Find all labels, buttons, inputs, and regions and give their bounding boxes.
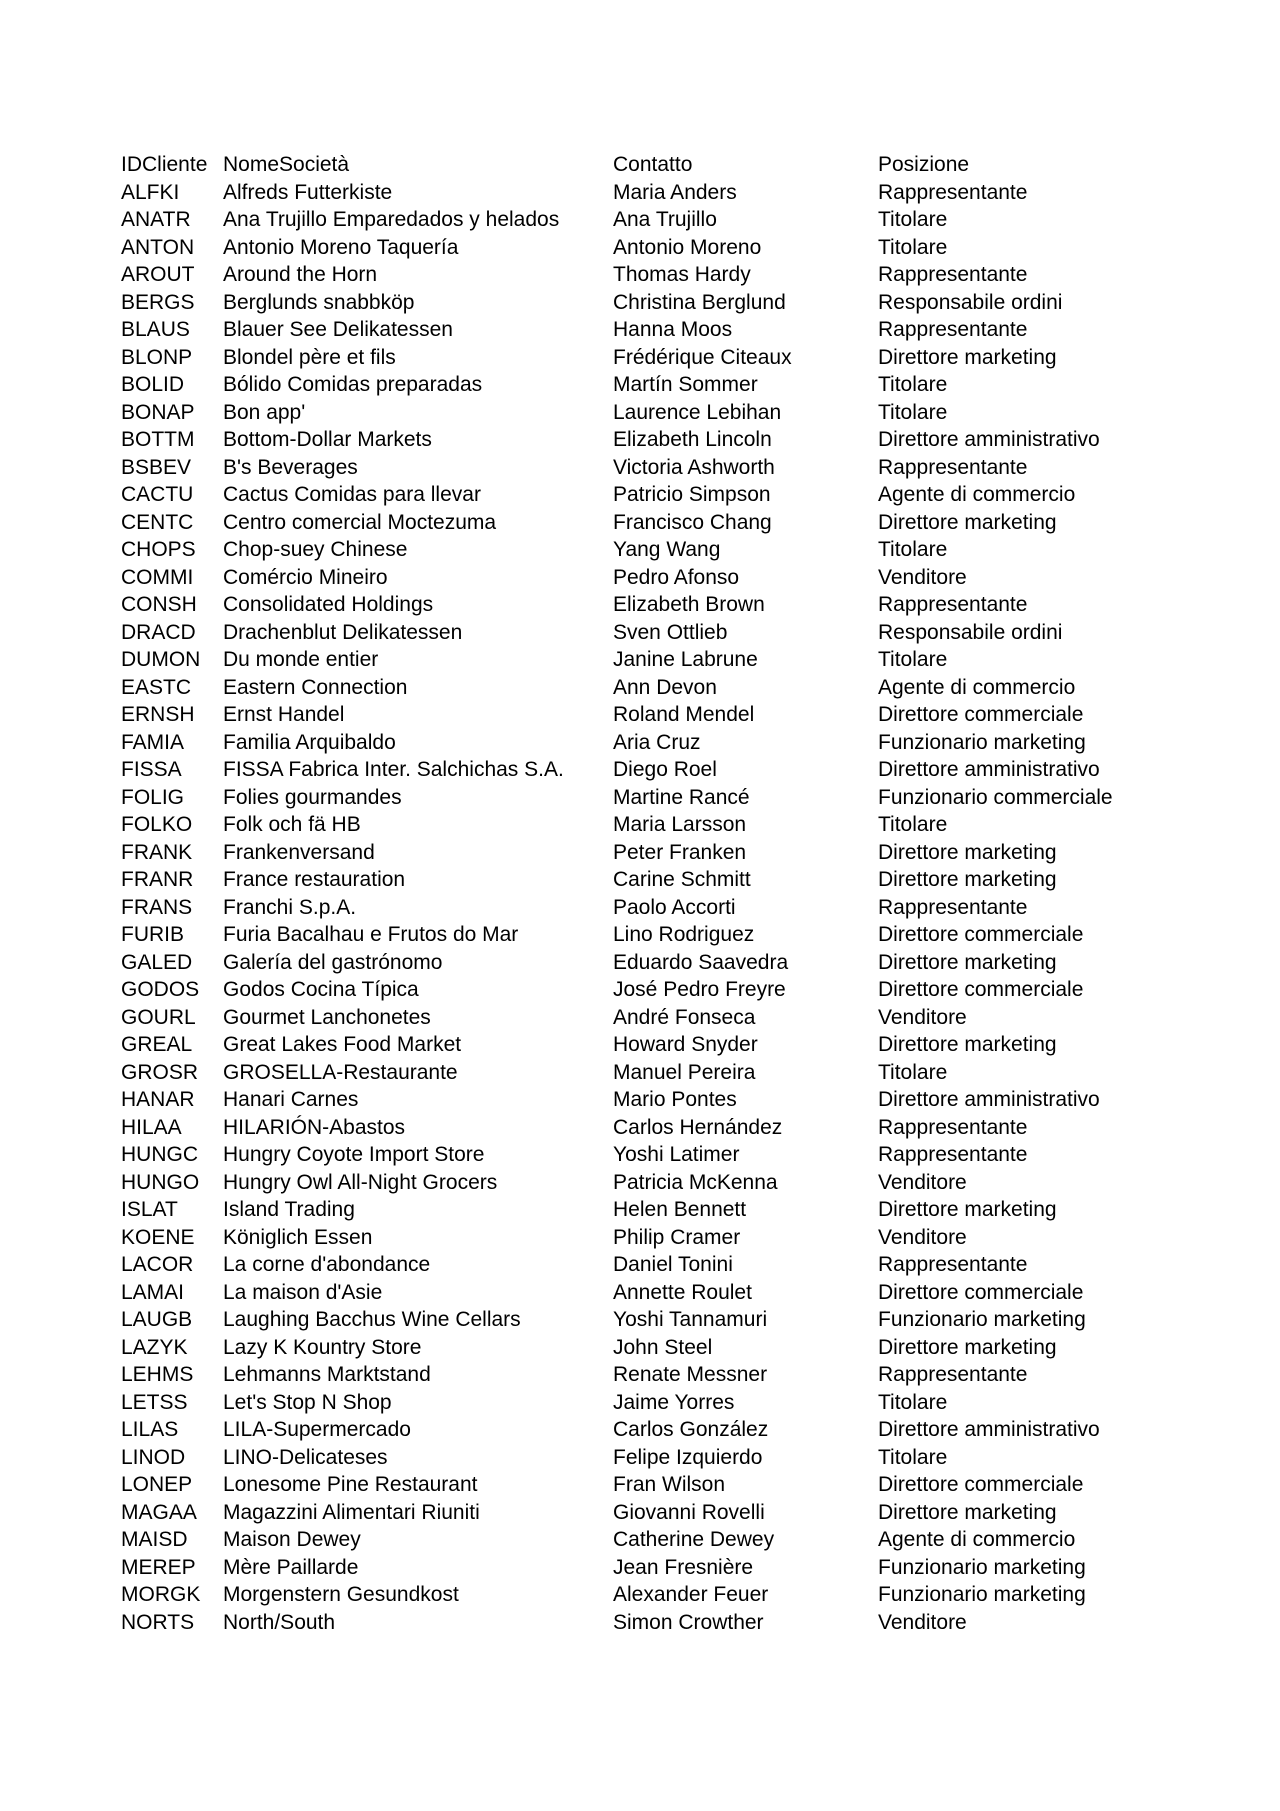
cell-position: Agente di commercio bbox=[878, 675, 1076, 699]
cell-contact: Felipe Izquierdo bbox=[613, 1445, 763, 1469]
header-position: Posizione bbox=[878, 153, 970, 176]
cell-company: Hungry Owl All-Night Grocers bbox=[223, 1170, 498, 1194]
table-body bbox=[121, 179, 1161, 1637]
cell-id: LAUGB bbox=[121, 1308, 193, 1331]
cell-position: Responsabile ordini bbox=[878, 290, 1063, 314]
cell-id: ERNSH bbox=[121, 703, 195, 726]
cell-id: GODOS bbox=[121, 978, 200, 1001]
cell-id: HILAA bbox=[121, 1115, 182, 1139]
table-row bbox=[121, 1361, 1161, 1389]
table-row bbox=[121, 564, 1161, 592]
cell-company: Chop-suey Chinese bbox=[223, 538, 408, 561]
cell-contact: Jean Fresnière bbox=[613, 1555, 754, 1579]
table-row bbox=[121, 784, 1161, 812]
cell-id: LAZYK bbox=[121, 1335, 188, 1359]
cell-id: FRANK bbox=[121, 840, 193, 864]
cell-position: Direttore amministrativo bbox=[878, 1088, 1100, 1111]
cell-id: CHOPS bbox=[121, 538, 196, 561]
cell-contact: Roland Mendel bbox=[613, 703, 755, 726]
table-row bbox=[121, 921, 1161, 949]
cell-contact: Victoria Ashworth bbox=[613, 455, 775, 479]
cell-id: FURIB bbox=[121, 923, 184, 946]
table-row bbox=[121, 701, 1161, 729]
cell-contact: Hanna Moos bbox=[613, 318, 733, 341]
cell-id: CACTU bbox=[121, 483, 194, 506]
cell-contact: Patricia McKenna bbox=[613, 1170, 778, 1194]
cell-company: Blondel père et fils bbox=[223, 345, 396, 369]
cell-id: LAMAI bbox=[121, 1280, 185, 1304]
cell-position: Rappresentante bbox=[878, 895, 1028, 919]
cell-id: DRACD bbox=[121, 620, 196, 644]
cell-company: Frankenversand bbox=[223, 840, 375, 864]
cell-contact: Peter Franken bbox=[613, 840, 747, 864]
cell-position: Titolare bbox=[878, 1390, 948, 1414]
cell-id: FRANR bbox=[121, 868, 194, 891]
cell-contact: Francisco Chang bbox=[613, 510, 772, 534]
cell-contact: Catherine Dewey bbox=[613, 1528, 775, 1551]
cell-position: Rappresentante bbox=[878, 593, 1028, 616]
cell-company: Great Lakes Food Market bbox=[223, 1033, 462, 1056]
cell-position: Direttore marketing bbox=[878, 1198, 1057, 1221]
cell-company: Hungry Coyote Import Store bbox=[223, 1143, 485, 1166]
cell-contact: Daniel Tonini bbox=[613, 1253, 733, 1276]
cell-id: BLONP bbox=[121, 345, 193, 369]
cell-id: FAMIA bbox=[121, 730, 185, 754]
cell-company: Bottom-Dollar Markets bbox=[223, 428, 432, 451]
table-row bbox=[121, 344, 1161, 372]
cell-contact: Helen Bennett bbox=[613, 1198, 747, 1221]
table-row bbox=[121, 866, 1161, 894]
cell-id: LONEP bbox=[121, 1473, 193, 1496]
cell-id: LEHMS bbox=[121, 1363, 194, 1386]
cell-contact: José Pedro Freyre bbox=[613, 978, 786, 1001]
cell-id: FOLIG bbox=[121, 785, 185, 809]
table-row bbox=[121, 1114, 1161, 1142]
cell-company: Mère Paillarde bbox=[223, 1555, 359, 1579]
cell-contact: Yoshi Latimer bbox=[613, 1143, 740, 1166]
table-row bbox=[121, 371, 1161, 399]
cell-position: Direttore marketing bbox=[878, 345, 1057, 369]
cell-position: Direttore marketing bbox=[878, 1500, 1057, 1524]
cell-position: Rappresentante bbox=[878, 1115, 1028, 1139]
cell-company: Furia Bacalhau e Frutos do Mar bbox=[223, 923, 519, 946]
cell-position: Rappresentante bbox=[878, 318, 1028, 341]
cell-contact: Alexander Feuer bbox=[613, 1583, 769, 1606]
cell-contact: Diego Roel bbox=[613, 758, 717, 781]
cell-contact: Maria Anders bbox=[613, 180, 737, 204]
cell-position: Titolare bbox=[878, 1060, 948, 1084]
cell-id: FOLKO bbox=[121, 813, 193, 836]
cell-position: Direttore marketing bbox=[878, 840, 1057, 864]
header-contact: Contatto bbox=[613, 153, 693, 176]
cell-contact: Ana Trujillo bbox=[613, 208, 717, 231]
table-row bbox=[121, 454, 1161, 482]
cell-position: Direttore commerciale bbox=[878, 1473, 1084, 1496]
cell-id: GALED bbox=[121, 950, 193, 974]
cell-company: Laughing Bacchus Wine Cellars bbox=[223, 1308, 521, 1331]
cell-company: Alfreds Futterkiste bbox=[223, 180, 393, 204]
cell-contact: Philip Cramer bbox=[613, 1225, 741, 1249]
cell-id: LETSS bbox=[121, 1390, 188, 1414]
cell-contact: Renate Messner bbox=[613, 1363, 768, 1386]
cell-contact: John Steel bbox=[613, 1335, 713, 1359]
cell-contact: Carlos Hernández bbox=[613, 1115, 783, 1139]
cell-id: ANTON bbox=[121, 235, 195, 259]
cell-position: Direttore amministrativo bbox=[878, 758, 1100, 781]
cell-id: MAGAA bbox=[121, 1500, 197, 1524]
cell-company: Comércio Mineiro bbox=[223, 565, 388, 589]
table-row bbox=[121, 289, 1161, 317]
table-row bbox=[121, 1059, 1161, 1087]
table-row bbox=[121, 646, 1161, 674]
cell-position: Rappresentante bbox=[878, 1143, 1028, 1166]
cell-company: Franchi S.p.A. bbox=[223, 895, 357, 919]
cell-contact: Antonio Moreno bbox=[613, 235, 762, 259]
cell-company: Bólido Comidas preparadas bbox=[223, 373, 483, 396]
cell-contact: Yang Wang bbox=[613, 538, 721, 561]
table-row bbox=[121, 1581, 1161, 1609]
table-row bbox=[121, 206, 1161, 234]
table-row bbox=[121, 1086, 1161, 1114]
cell-position: Funzionario marketing bbox=[878, 1583, 1086, 1606]
cell-position: Venditore bbox=[878, 565, 967, 589]
cell-company: Ana Trujillo Emparedados y helados bbox=[223, 208, 560, 231]
table-row bbox=[121, 1004, 1161, 1032]
cell-contact: Carine Schmitt bbox=[613, 868, 751, 891]
table-row bbox=[121, 591, 1161, 619]
table-row bbox=[121, 1526, 1161, 1554]
cell-contact: Maria Larsson bbox=[613, 813, 747, 836]
cell-company: France restauration bbox=[223, 868, 406, 891]
cell-position: Titolare bbox=[878, 235, 948, 259]
cell-company: Consolidated Holdings bbox=[223, 593, 434, 616]
cell-position: Direttore marketing bbox=[878, 1335, 1057, 1359]
cell-contact: Sven Ottlieb bbox=[613, 620, 728, 644]
cell-company: Around the Horn bbox=[223, 263, 378, 286]
cell-position: Direttore marketing bbox=[878, 1033, 1057, 1056]
cell-id: LACOR bbox=[121, 1253, 194, 1276]
table-row bbox=[121, 509, 1161, 537]
table-row bbox=[121, 399, 1161, 427]
cell-position: Direttore marketing bbox=[878, 510, 1057, 534]
cell-company: Island Trading bbox=[223, 1198, 355, 1221]
cell-contact: Ann Devon bbox=[613, 675, 717, 699]
cell-contact: Mario Pontes bbox=[613, 1088, 737, 1111]
cell-contact: Laurence Lebihan bbox=[613, 400, 782, 424]
cell-contact: Pedro Afonso bbox=[613, 565, 740, 589]
cell-company: North/South bbox=[223, 1610, 336, 1634]
table-row bbox=[121, 894, 1161, 922]
cell-company: Hanari Carnes bbox=[223, 1088, 359, 1111]
table-row bbox=[121, 316, 1161, 344]
cell-id: LINOD bbox=[121, 1445, 186, 1469]
cell-position: Direttore marketing bbox=[878, 950, 1057, 974]
cell-contact: Patricio Simpson bbox=[613, 483, 771, 506]
cell-id: FISSA bbox=[121, 758, 182, 781]
cell-position: Titolare bbox=[878, 1445, 948, 1469]
cell-company: Königlich Essen bbox=[223, 1225, 373, 1249]
cell-position: Direttore commerciale bbox=[878, 703, 1084, 726]
cell-contact: Martine Rancé bbox=[613, 785, 750, 809]
table-row bbox=[121, 234, 1161, 262]
cell-position: Titolare bbox=[878, 400, 948, 424]
cell-position: Venditore bbox=[878, 1170, 967, 1194]
cell-position: Rappresentante bbox=[878, 1253, 1028, 1276]
table-row bbox=[121, 1444, 1161, 1472]
cell-company: Drachenblut Delikatessen bbox=[223, 620, 463, 644]
cell-id: ISLAT bbox=[121, 1198, 178, 1221]
table-row bbox=[121, 1196, 1161, 1224]
cell-id: MAISD bbox=[121, 1528, 188, 1551]
table-row bbox=[121, 811, 1161, 839]
cell-position: Titolare bbox=[878, 373, 948, 396]
cell-position: Direttore commerciale bbox=[878, 978, 1084, 1001]
cell-company: Morgenstern Gesundkost bbox=[223, 1583, 459, 1606]
cell-position: Direttore commerciale bbox=[878, 1280, 1084, 1304]
cell-company: Gourmet Lanchonetes bbox=[223, 1005, 431, 1029]
table-row bbox=[121, 481, 1161, 509]
cell-id: FRANS bbox=[121, 895, 193, 919]
cell-company: Lazy K Kountry Store bbox=[223, 1335, 422, 1359]
cell-id: HUNGO bbox=[121, 1170, 200, 1194]
cell-position: Venditore bbox=[878, 1005, 967, 1029]
table-row bbox=[121, 949, 1161, 977]
cell-id: AROUT bbox=[121, 263, 195, 286]
table-row bbox=[121, 1499, 1161, 1527]
cell-position: Venditore bbox=[878, 1225, 967, 1249]
cell-id: GOURL bbox=[121, 1005, 196, 1029]
cell-contact: Manuel Pereira bbox=[613, 1060, 756, 1084]
cell-position: Titolare bbox=[878, 538, 948, 561]
table-row bbox=[121, 536, 1161, 564]
cell-contact: Thomas Hardy bbox=[613, 263, 751, 286]
cell-contact: Fran Wilson bbox=[613, 1473, 726, 1496]
customer-table bbox=[121, 151, 1161, 1636]
cell-position: Funzionario marketing bbox=[878, 730, 1086, 754]
table-row bbox=[121, 1389, 1161, 1417]
cell-id: BOTTM bbox=[121, 428, 195, 451]
cell-company: Du monde entier bbox=[223, 648, 379, 671]
cell-id: CONSH bbox=[121, 593, 197, 616]
header-id: IDCliente bbox=[121, 153, 208, 176]
table-row bbox=[121, 1279, 1161, 1307]
cell-company: LILA-Supermercado bbox=[223, 1418, 411, 1441]
table-row bbox=[121, 674, 1161, 702]
cell-id: DUMON bbox=[121, 648, 201, 671]
cell-position: Titolare bbox=[878, 208, 948, 231]
cell-id: MEREP bbox=[121, 1555, 196, 1579]
cell-contact: Jaime Yorres bbox=[613, 1390, 735, 1414]
table-row bbox=[121, 619, 1161, 647]
cell-id: COMMI bbox=[121, 565, 194, 589]
cell-id: BONAP bbox=[121, 400, 195, 424]
table-row bbox=[121, 729, 1161, 757]
cell-company: Blauer See Delikatessen bbox=[223, 318, 453, 341]
table-row bbox=[121, 1141, 1161, 1169]
cell-id: EASTC bbox=[121, 675, 192, 699]
cell-id: HANAR bbox=[121, 1088, 195, 1111]
cell-position: Responsabile ordini bbox=[878, 620, 1063, 644]
cell-company: Familia Arquibaldo bbox=[223, 730, 396, 754]
cell-contact: Simon Crowther bbox=[613, 1610, 764, 1634]
cell-company: Eastern Connection bbox=[223, 675, 408, 699]
cell-position: Direttore marketing bbox=[878, 868, 1057, 891]
cell-position: Rappresentante bbox=[878, 180, 1028, 204]
cell-contact: Aria Cruz bbox=[613, 730, 701, 754]
cell-contact: Janine Labrune bbox=[613, 648, 758, 671]
cell-company: Godos Cocina Típica bbox=[223, 978, 419, 1001]
table-row bbox=[121, 1416, 1161, 1444]
cell-id: MORGK bbox=[121, 1583, 201, 1606]
cell-id: NORTS bbox=[121, 1610, 195, 1634]
table-row bbox=[121, 426, 1161, 454]
cell-company: Antonio Moreno Taquería bbox=[223, 235, 459, 259]
table-row bbox=[121, 1031, 1161, 1059]
cell-position: Titolare bbox=[878, 648, 948, 671]
cell-contact: Howard Snyder bbox=[613, 1033, 758, 1056]
cell-company: Magazzini Alimentari Riuniti bbox=[223, 1500, 480, 1524]
header-company: NomeSocietà bbox=[223, 153, 350, 176]
cell-id: BSBEV bbox=[121, 455, 192, 479]
cell-company: Folies gourmandes bbox=[223, 785, 402, 809]
cell-company: B's Beverages bbox=[223, 455, 358, 479]
cell-contact: Lino Rodriguez bbox=[613, 923, 755, 946]
cell-contact: Elizabeth Lincoln bbox=[613, 428, 772, 451]
cell-contact: Paolo Accorti bbox=[613, 895, 736, 919]
cell-id: ANATR bbox=[121, 208, 191, 231]
table-row bbox=[121, 976, 1161, 1004]
cell-company: GROSELLA-Restaurante bbox=[223, 1060, 458, 1084]
cell-company: FISSA Fabrica Inter. Salchichas S.A. bbox=[223, 758, 564, 781]
cell-company: LINO-Delicateses bbox=[223, 1445, 388, 1469]
cell-company: Berglunds snabbköp bbox=[223, 290, 415, 314]
cell-contact: Elizabeth Brown bbox=[613, 593, 765, 616]
table-header-row bbox=[121, 151, 1161, 179]
table-row bbox=[121, 839, 1161, 867]
cell-id: KOENE bbox=[121, 1225, 195, 1249]
cell-company: Centro comercial Moctezuma bbox=[223, 510, 497, 534]
table-row bbox=[121, 1306, 1161, 1334]
cell-id: BLAUS bbox=[121, 318, 190, 341]
table-row bbox=[121, 1334, 1161, 1362]
table-row bbox=[121, 1224, 1161, 1252]
cell-position: Rappresentante bbox=[878, 1363, 1028, 1386]
cell-contact: Carlos González bbox=[613, 1418, 769, 1441]
table-row bbox=[121, 1169, 1161, 1197]
cell-id: BOLID bbox=[121, 373, 185, 396]
cell-position: Direttore commerciale bbox=[878, 923, 1084, 946]
cell-contact: Yoshi Tannamuri bbox=[613, 1308, 768, 1331]
cell-company: Lehmanns Marktstand bbox=[223, 1363, 431, 1386]
cell-contact: Annette Roulet bbox=[613, 1280, 752, 1304]
cell-company: Bon app' bbox=[223, 400, 306, 424]
cell-id: CENTC bbox=[121, 510, 194, 534]
cell-position: Direttore amministrativo bbox=[878, 1418, 1100, 1441]
cell-id: BERGS bbox=[121, 290, 195, 314]
cell-position: Agente di commercio bbox=[878, 483, 1076, 506]
table-row bbox=[121, 756, 1161, 784]
table-row bbox=[121, 179, 1161, 207]
table-row bbox=[121, 1251, 1161, 1279]
cell-contact: Christina Berglund bbox=[613, 290, 786, 314]
table-row bbox=[121, 1554, 1161, 1582]
cell-id: LILAS bbox=[121, 1418, 179, 1441]
cell-company: Folk och fä HB bbox=[223, 813, 361, 836]
cell-id: HUNGC bbox=[121, 1143, 198, 1166]
cell-position: Venditore bbox=[878, 1610, 967, 1634]
table-row bbox=[121, 1471, 1161, 1499]
cell-position: Rappresentante bbox=[878, 455, 1028, 479]
cell-company: Cactus Comidas para llevar bbox=[223, 483, 481, 506]
cell-contact: Giovanni Rovelli bbox=[613, 1500, 765, 1524]
cell-position: Funzionario commerciale bbox=[878, 785, 1113, 809]
cell-company: Galería del gastrónomo bbox=[223, 950, 443, 974]
cell-position: Agente di commercio bbox=[878, 1528, 1076, 1551]
cell-company: Let's Stop N Shop bbox=[223, 1390, 392, 1414]
cell-company: La maison d'Asie bbox=[223, 1280, 383, 1304]
cell-position: Rappresentante bbox=[878, 263, 1028, 286]
cell-company: Lonesome Pine Restaurant bbox=[223, 1473, 478, 1496]
cell-company: HILARIÓN-Abastos bbox=[223, 1115, 406, 1139]
cell-position: Titolare bbox=[878, 813, 948, 836]
cell-contact: André Fonseca bbox=[613, 1005, 756, 1029]
table-row bbox=[121, 261, 1161, 289]
cell-id: GREAL bbox=[121, 1033, 193, 1056]
cell-company: Ernst Handel bbox=[223, 703, 345, 726]
cell-contact: Eduardo Saavedra bbox=[613, 950, 789, 974]
cell-contact: Frédérique Citeaux bbox=[613, 345, 792, 369]
cell-position: Funzionario marketing bbox=[878, 1555, 1086, 1579]
cell-position: Direttore amministrativo bbox=[878, 428, 1100, 451]
table-row bbox=[121, 1609, 1161, 1637]
cell-company: La corne d'abondance bbox=[223, 1253, 431, 1276]
cell-position: Funzionario marketing bbox=[878, 1308, 1086, 1331]
cell-company: Maison Dewey bbox=[223, 1528, 361, 1551]
cell-contact: Martín Sommer bbox=[613, 373, 758, 396]
cell-id: ALFKI bbox=[121, 180, 180, 204]
cell-id: GROSR bbox=[121, 1060, 199, 1084]
